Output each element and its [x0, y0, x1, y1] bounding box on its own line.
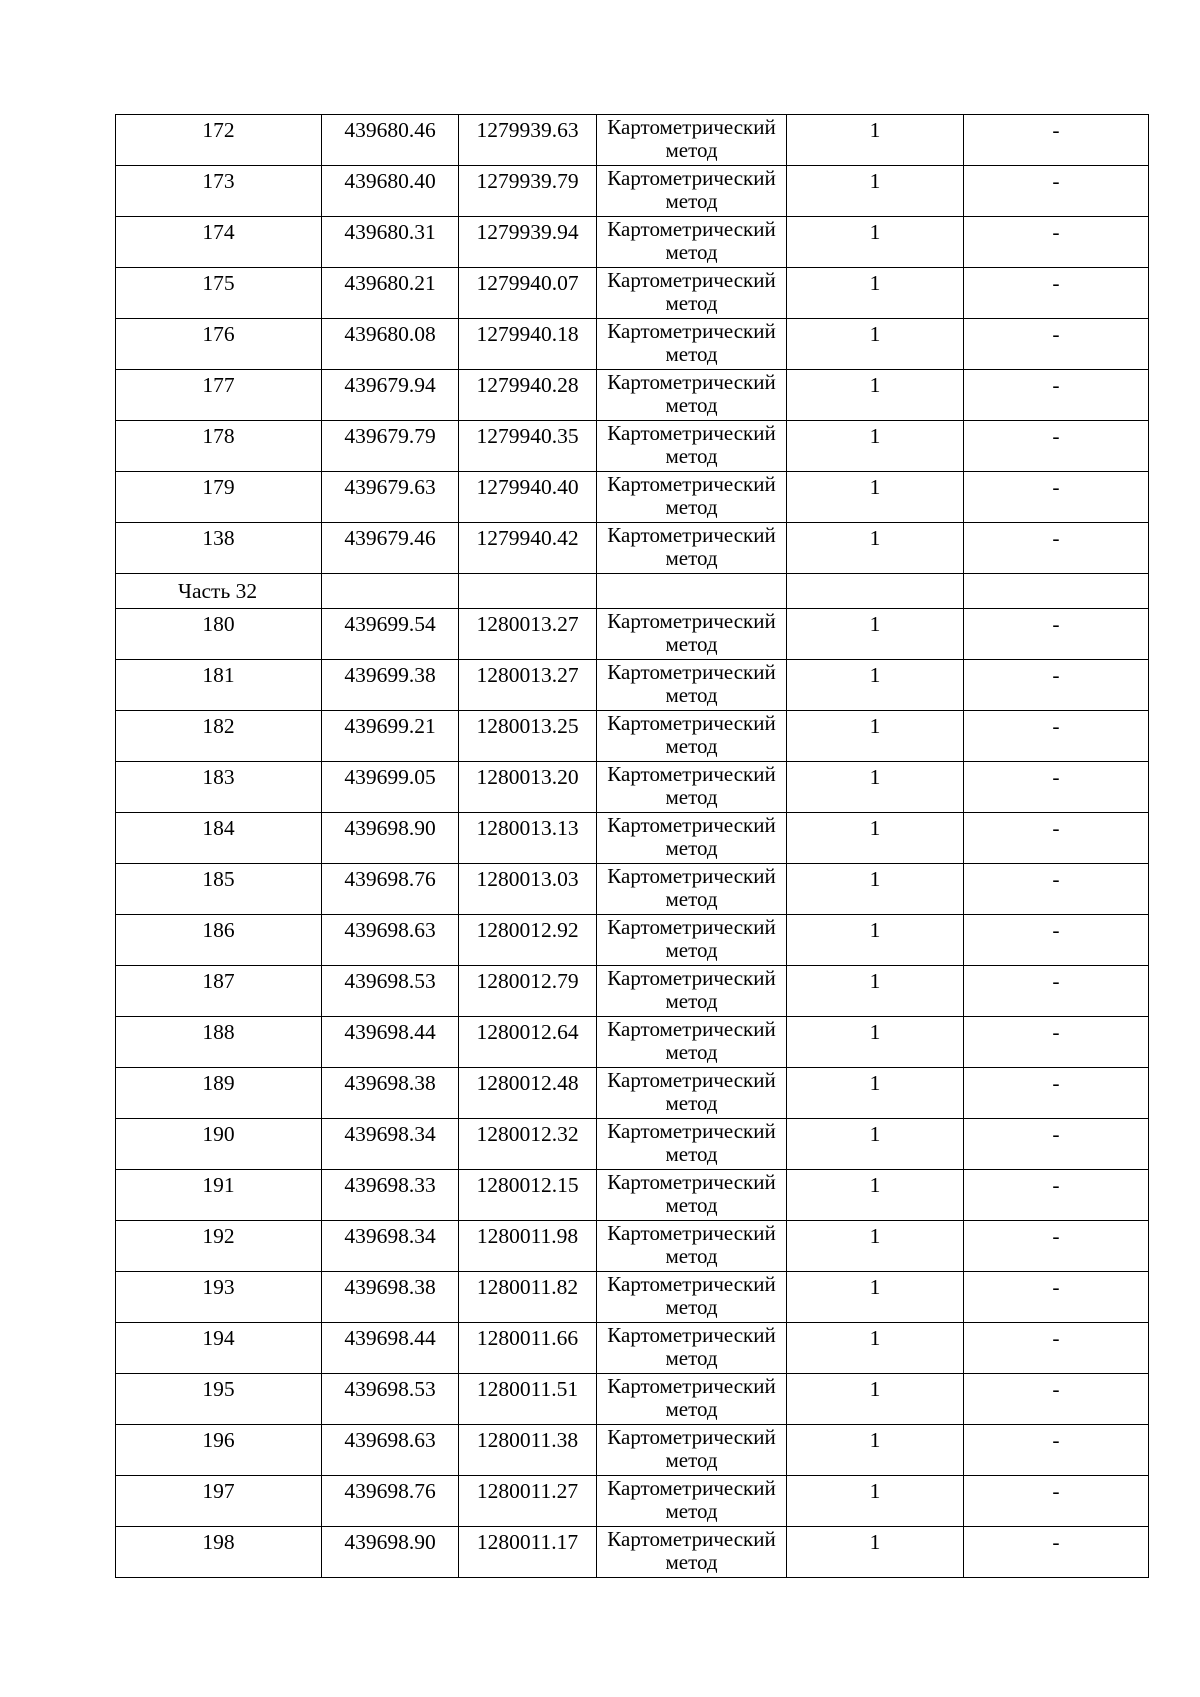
accuracy-cell: 1	[787, 166, 964, 217]
point-number-cell: 175	[116, 268, 322, 319]
table-row	[116, 1476, 1149, 1527]
x-coordinate-cell: 439698.76	[322, 864, 459, 915]
y-coordinate-cell: 1280013.25	[459, 711, 597, 762]
point-number-cell: 172	[116, 115, 322, 166]
note-cell: -	[964, 217, 1149, 268]
empty-cell	[597, 574, 787, 609]
accuracy-cell: 1	[787, 1374, 964, 1425]
point-number-cell: 138	[116, 523, 322, 574]
method-cell	[597, 762, 787, 813]
method-line-1: Картометрический	[607, 217, 776, 241]
method-cell	[597, 1476, 787, 1527]
point-number-cell: 188	[116, 1017, 322, 1068]
y-coordinate-cell: 1280011.66	[459, 1323, 597, 1374]
method-line-1: Картометрический	[607, 523, 776, 547]
y-coordinate-cell: 1280013.13	[459, 813, 597, 864]
method-line-1: Картометрический	[607, 472, 776, 496]
method-cell	[597, 166, 787, 217]
method-cell	[597, 1017, 787, 1068]
method-line-1: Картометрический	[607, 1017, 776, 1041]
method-cell	[597, 1425, 787, 1476]
method-line-2: метод	[665, 1499, 718, 1523]
method-cell	[597, 1221, 787, 1272]
method-line-1: Картометрический	[607, 1425, 776, 1449]
method-line-2: метод	[665, 1244, 718, 1268]
point-number-cell: 186	[116, 915, 322, 966]
accuracy-cell: 1	[787, 660, 964, 711]
empty-cell	[787, 574, 964, 609]
x-coordinate-cell: 439698.63	[322, 1425, 459, 1476]
method-line-1: Картометрический	[607, 1476, 776, 1500]
method-line-1: Картометрический	[607, 421, 776, 445]
method-line-2: метод	[665, 291, 718, 315]
method-cell	[597, 523, 787, 574]
y-coordinate-cell: 1280013.27	[459, 609, 597, 660]
x-coordinate-cell: 439698.33	[322, 1170, 459, 1221]
method-line-2: метод	[665, 836, 718, 860]
empty-cell	[459, 574, 597, 609]
accuracy-cell: 1	[787, 1425, 964, 1476]
y-coordinate-cell: 1280011.51	[459, 1374, 597, 1425]
accuracy-cell: 1	[787, 864, 964, 915]
method-line-2: метод	[665, 632, 718, 656]
accuracy-cell: 1	[787, 319, 964, 370]
note-cell: -	[964, 523, 1149, 574]
accuracy-cell: 1	[787, 1272, 964, 1323]
accuracy-cell: 1	[787, 1119, 964, 1170]
y-coordinate-cell: 1280011.38	[459, 1425, 597, 1476]
point-number-cell: 190	[116, 1119, 322, 1170]
table-row	[116, 1527, 1149, 1578]
y-coordinate-cell: 1280011.27	[459, 1476, 597, 1527]
part-label: Часть 32	[116, 574, 322, 609]
method-line-1: Картометрический	[607, 1527, 776, 1551]
table-row	[116, 1017, 1149, 1068]
note-cell: -	[964, 762, 1149, 813]
table-row	[116, 115, 1149, 166]
method-line-2: метод	[665, 1142, 718, 1166]
x-coordinate-cell: 439680.21	[322, 268, 459, 319]
y-coordinate-cell: 1279939.63	[459, 115, 597, 166]
part-header-row	[116, 574, 1149, 609]
point-number-cell: 196	[116, 1425, 322, 1476]
method-line-2: метод	[665, 189, 718, 213]
y-coordinate-cell: 1280012.32	[459, 1119, 597, 1170]
x-coordinate-cell: 439679.79	[322, 421, 459, 472]
note-cell: -	[964, 1068, 1149, 1119]
y-coordinate-cell: 1280011.98	[459, 1221, 597, 1272]
accuracy-cell: 1	[787, 609, 964, 660]
method-cell	[597, 966, 787, 1017]
point-number-cell: 173	[116, 166, 322, 217]
method-cell	[597, 217, 787, 268]
point-number-cell: 194	[116, 1323, 322, 1374]
method-cell	[597, 609, 787, 660]
y-coordinate-cell: 1280013.27	[459, 660, 597, 711]
point-number-cell: 185	[116, 864, 322, 915]
y-coordinate-cell: 1279940.35	[459, 421, 597, 472]
empty-cell	[964, 574, 1149, 609]
note-cell: -	[964, 1476, 1149, 1527]
method-cell	[597, 115, 787, 166]
point-number-cell: 192	[116, 1221, 322, 1272]
point-number-cell: 182	[116, 711, 322, 762]
method-line-2: метод	[665, 887, 718, 911]
accuracy-cell: 1	[787, 1221, 964, 1272]
accuracy-cell: 1	[787, 1170, 964, 1221]
x-coordinate-cell: 439698.53	[322, 966, 459, 1017]
x-coordinate-cell: 439698.44	[322, 1017, 459, 1068]
table-row	[116, 762, 1149, 813]
x-coordinate-cell: 439680.46	[322, 115, 459, 166]
method-line-2: метод	[665, 785, 718, 809]
accuracy-cell: 1	[787, 421, 964, 472]
note-cell: -	[964, 864, 1149, 915]
accuracy-cell: 1	[787, 1068, 964, 1119]
method-line-1: Картометрический	[607, 762, 776, 786]
accuracy-cell: 1	[787, 370, 964, 421]
note-cell: -	[964, 319, 1149, 370]
method-line-2: метод	[665, 734, 718, 758]
table-row	[116, 966, 1149, 1017]
table-row	[116, 1170, 1149, 1221]
method-line-1: Картометрический	[607, 370, 776, 394]
method-line-1: Картометрический	[607, 1374, 776, 1398]
method-cell	[597, 472, 787, 523]
note-cell: -	[964, 1374, 1149, 1425]
method-cell	[597, 1170, 787, 1221]
accuracy-cell: 1	[787, 472, 964, 523]
accuracy-cell: 1	[787, 217, 964, 268]
x-coordinate-cell: 439699.54	[322, 609, 459, 660]
method-line-2: метод	[665, 393, 718, 417]
method-line-1: Картометрический	[607, 609, 776, 633]
point-number-cell: 183	[116, 762, 322, 813]
table-row	[116, 319, 1149, 370]
y-coordinate-cell: 1280012.48	[459, 1068, 597, 1119]
table-row	[116, 915, 1149, 966]
note-cell: -	[964, 711, 1149, 762]
table-row	[116, 217, 1149, 268]
method-line-1: Картометрический	[607, 813, 776, 837]
point-number-cell: 195	[116, 1374, 322, 1425]
method-cell	[597, 813, 787, 864]
table-row	[116, 1374, 1149, 1425]
point-number-cell: 184	[116, 813, 322, 864]
accuracy-cell: 1	[787, 813, 964, 864]
y-coordinate-cell: 1279940.07	[459, 268, 597, 319]
empty-cell	[322, 574, 459, 609]
point-number-cell: 177	[116, 370, 322, 421]
x-coordinate-cell: 439698.34	[322, 1221, 459, 1272]
method-line-1: Картометрический	[607, 319, 776, 343]
point-number-cell: 180	[116, 609, 322, 660]
table-row	[116, 1119, 1149, 1170]
table-row	[116, 609, 1149, 660]
note-cell: -	[964, 1323, 1149, 1374]
table-row	[116, 472, 1149, 523]
x-coordinate-cell: 439679.94	[322, 370, 459, 421]
accuracy-cell: 1	[787, 1017, 964, 1068]
x-coordinate-cell: 439698.63	[322, 915, 459, 966]
method-line-2: метод	[665, 1091, 718, 1115]
method-line-2: метод	[665, 1040, 718, 1064]
accuracy-cell: 1	[787, 762, 964, 813]
x-coordinate-cell: 439699.05	[322, 762, 459, 813]
method-line-2: метод	[665, 342, 718, 366]
note-cell: -	[964, 115, 1149, 166]
method-line-2: метод	[665, 1193, 718, 1217]
point-number-cell: 187	[116, 966, 322, 1017]
accuracy-cell: 1	[787, 1476, 964, 1527]
y-coordinate-cell: 1279940.28	[459, 370, 597, 421]
y-coordinate-cell: 1280012.92	[459, 915, 597, 966]
x-coordinate-cell: 439699.38	[322, 660, 459, 711]
y-coordinate-cell: 1279940.42	[459, 523, 597, 574]
method-line-1: Картометрический	[607, 711, 776, 735]
method-cell	[597, 319, 787, 370]
note-cell: -	[964, 1527, 1149, 1578]
y-coordinate-cell: 1280012.64	[459, 1017, 597, 1068]
point-number-cell: 197	[116, 1476, 322, 1527]
point-number-cell: 193	[116, 1272, 322, 1323]
table-row	[116, 1068, 1149, 1119]
method-line-1: Картометрический	[607, 915, 776, 939]
y-coordinate-cell: 1279940.40	[459, 472, 597, 523]
method-cell	[597, 660, 787, 711]
method-cell	[597, 1272, 787, 1323]
y-coordinate-cell: 1279940.18	[459, 319, 597, 370]
note-cell: -	[964, 609, 1149, 660]
method-line-2: метод	[665, 1448, 718, 1472]
x-coordinate-cell: 439698.90	[322, 1527, 459, 1578]
accuracy-cell: 1	[787, 523, 964, 574]
y-coordinate-cell: 1280013.20	[459, 762, 597, 813]
table-row	[116, 711, 1149, 762]
method-line-1: Картометрический	[607, 1272, 776, 1296]
method-line-2: метод	[665, 989, 718, 1013]
method-cell	[597, 1068, 787, 1119]
method-cell	[597, 1527, 787, 1578]
method-line-2: метод	[665, 1346, 718, 1370]
point-number-cell: 179	[116, 472, 322, 523]
method-cell	[597, 1374, 787, 1425]
x-coordinate-cell: 439699.21	[322, 711, 459, 762]
table-row	[116, 268, 1149, 319]
accuracy-cell: 1	[787, 1527, 964, 1578]
note-cell: -	[964, 1017, 1149, 1068]
method-line-2: метод	[665, 938, 718, 962]
method-line-1: Картометрический	[607, 115, 776, 139]
y-coordinate-cell: 1280013.03	[459, 864, 597, 915]
method-cell	[597, 421, 787, 472]
method-line-2: метод	[665, 546, 718, 570]
method-line-2: метод	[665, 1550, 718, 1574]
method-line-1: Картометрический	[607, 166, 776, 190]
note-cell: -	[964, 1425, 1149, 1476]
method-line-1: Картометрический	[607, 1221, 776, 1245]
accuracy-cell: 1	[787, 915, 964, 966]
method-line-1: Картометрический	[607, 864, 776, 888]
x-coordinate-cell: 439698.44	[322, 1323, 459, 1374]
y-coordinate-cell: 1280012.15	[459, 1170, 597, 1221]
method-line-1: Картометрический	[607, 268, 776, 292]
table-row	[116, 421, 1149, 472]
x-coordinate-cell: 439698.90	[322, 813, 459, 864]
method-cell	[597, 1323, 787, 1374]
x-coordinate-cell: 439698.53	[322, 1374, 459, 1425]
method-cell	[597, 915, 787, 966]
method-line-1: Картометрический	[607, 966, 776, 990]
note-cell: -	[964, 166, 1149, 217]
method-line-1: Картометрический	[607, 1323, 776, 1347]
table-row	[116, 660, 1149, 711]
point-number-cell: 176	[116, 319, 322, 370]
table-row	[116, 813, 1149, 864]
x-coordinate-cell: 439698.38	[322, 1272, 459, 1323]
table-row	[116, 166, 1149, 217]
method-cell	[597, 711, 787, 762]
method-line-2: метод	[665, 495, 718, 519]
x-coordinate-cell: 439680.40	[322, 166, 459, 217]
coordinates-table	[115, 114, 1149, 1578]
table-body	[116, 115, 1149, 1578]
accuracy-cell: 1	[787, 966, 964, 1017]
x-coordinate-cell: 439698.38	[322, 1068, 459, 1119]
method-line-1: Картометрический	[607, 1068, 776, 1092]
table-row	[116, 1425, 1149, 1476]
note-cell: -	[964, 472, 1149, 523]
note-cell: -	[964, 421, 1149, 472]
x-coordinate-cell: 439698.34	[322, 1119, 459, 1170]
table-row	[116, 1323, 1149, 1374]
method-line-2: метод	[665, 1295, 718, 1319]
method-line-1: Картометрический	[607, 1119, 776, 1143]
y-coordinate-cell: 1280012.79	[459, 966, 597, 1017]
method-line-1: Картометрический	[607, 1170, 776, 1194]
note-cell: -	[964, 1119, 1149, 1170]
table-row	[116, 1272, 1149, 1323]
x-coordinate-cell: 439680.08	[322, 319, 459, 370]
note-cell: -	[964, 966, 1149, 1017]
note-cell: -	[964, 1221, 1149, 1272]
note-cell: -	[964, 1170, 1149, 1221]
method-cell	[597, 268, 787, 319]
point-number-cell: 174	[116, 217, 322, 268]
method-line-2: метод	[665, 444, 718, 468]
accuracy-cell: 1	[787, 115, 964, 166]
x-coordinate-cell: 439679.63	[322, 472, 459, 523]
accuracy-cell: 1	[787, 268, 964, 319]
point-number-cell: 191	[116, 1170, 322, 1221]
point-number-cell: 181	[116, 660, 322, 711]
table-row	[116, 523, 1149, 574]
note-cell: -	[964, 660, 1149, 711]
point-number-cell: 198	[116, 1527, 322, 1578]
x-coordinate-cell: 439679.46	[322, 523, 459, 574]
method-line-2: метод	[665, 1397, 718, 1421]
y-coordinate-cell: 1279939.79	[459, 166, 597, 217]
y-coordinate-cell: 1280011.82	[459, 1272, 597, 1323]
table-row	[116, 864, 1149, 915]
note-cell: -	[964, 813, 1149, 864]
x-coordinate-cell: 439680.31	[322, 217, 459, 268]
method-line-2: метод	[665, 240, 718, 264]
table-row	[116, 370, 1149, 421]
table-row	[116, 1221, 1149, 1272]
method-line-1: Картометрический	[607, 660, 776, 684]
y-coordinate-cell: 1279939.94	[459, 217, 597, 268]
note-cell: -	[964, 268, 1149, 319]
point-number-cell: 189	[116, 1068, 322, 1119]
x-coordinate-cell: 439698.76	[322, 1476, 459, 1527]
note-cell: -	[964, 1272, 1149, 1323]
method-cell	[597, 1119, 787, 1170]
accuracy-cell: 1	[787, 1323, 964, 1374]
note-cell: -	[964, 370, 1149, 421]
point-number-cell: 178	[116, 421, 322, 472]
accuracy-cell: 1	[787, 711, 964, 762]
note-cell: -	[964, 915, 1149, 966]
method-cell	[597, 864, 787, 915]
method-line-2: метод	[665, 683, 718, 707]
method-cell	[597, 370, 787, 421]
method-line-2: метод	[665, 138, 718, 162]
y-coordinate-cell: 1280011.17	[459, 1527, 597, 1578]
